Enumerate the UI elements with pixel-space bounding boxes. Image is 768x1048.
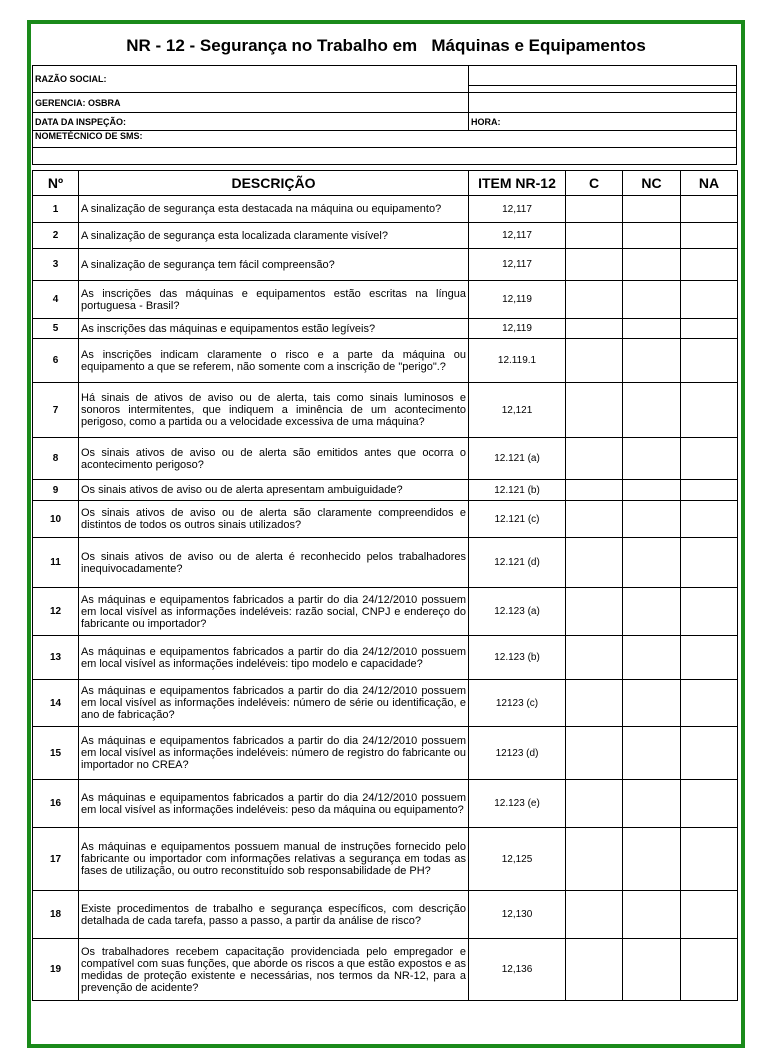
cell-c[interactable] xyxy=(566,680,623,727)
table-row xyxy=(33,249,738,281)
table-row xyxy=(33,480,738,501)
row-item: 12,117 xyxy=(469,223,566,249)
checklist-table xyxy=(32,170,738,1001)
table-row xyxy=(33,939,738,1001)
row-desc: As máquinas e equipamentos fabricados a partir do dia 24/12/2010 possuem em local visível as informações indeléveis: razão social, CNPJ e endereço do fabricante ou importador? xyxy=(79,588,469,636)
cell-c[interactable] xyxy=(566,480,623,501)
table-header xyxy=(33,171,738,196)
row-item: 12,121 xyxy=(469,383,566,438)
header-block-top xyxy=(32,65,737,131)
table-row xyxy=(33,636,738,680)
row-item: 12123 (d) xyxy=(469,727,566,780)
row-desc: As máquinas e equipamentos fabricados a partir do dia 24/12/2010 possuem em local visível as informações indeléveis: peso da máquina ou equipamento? xyxy=(79,780,469,828)
row-desc: As máquinas e equipamentos fabricados a partir do dia 24/12/2010 possuem em local visível as informações indeléveis: número de série ou identificação, e ano de fabricação? xyxy=(79,680,469,727)
row-item: 12.123 (e) xyxy=(469,780,566,828)
row-desc: Os trabalhadores recebem capacitação providenciada pelo empregador e compatível com suas funções, que aborde os riscos a que estão expostos e as medidas de proteção existente e necessárias, nos termos da NR-12, para a prevenção de acidente? xyxy=(79,939,469,1001)
table-row xyxy=(33,501,738,538)
col-header-num: Nº xyxy=(33,171,79,196)
table-row xyxy=(33,891,738,939)
cell-nc[interactable] xyxy=(623,538,681,588)
cell-na[interactable] xyxy=(681,538,738,588)
row-num: 14 xyxy=(33,680,79,727)
row-num: 10 xyxy=(33,501,79,538)
row-num: 7 xyxy=(33,383,79,438)
cell-nc[interactable] xyxy=(623,588,681,636)
row-item: 12,117 xyxy=(469,249,566,281)
razao-social-label: RAZÃO SOCIAL: xyxy=(33,66,469,93)
row-num: 18 xyxy=(33,891,79,939)
row-desc: Existe procedimentos de trabalho e segurança específicos, com descrição detalhada de cada tarefa, passo a passo, a partir da análise de risco? xyxy=(79,891,469,939)
row-item: 12,130 xyxy=(469,891,566,939)
table-row xyxy=(33,538,738,588)
row-desc: As inscrições das máquinas e equipamentos estão escritas na língua portuguesa - Brasil? xyxy=(79,281,469,319)
table-row xyxy=(33,319,738,339)
row-item: 12.121 (c) xyxy=(469,501,566,538)
cell-nc[interactable] xyxy=(623,339,681,383)
cell-nc[interactable] xyxy=(623,727,681,780)
page-title: NR - 12 - Segurança no Trabalho em Máquinas e Equipamentos xyxy=(126,36,646,55)
cell-c[interactable] xyxy=(566,319,623,339)
row-num: 16 xyxy=(33,780,79,828)
cell-c[interactable] xyxy=(566,383,623,438)
row-item: 12.123 (a) xyxy=(469,588,566,636)
cell-c[interactable] xyxy=(566,196,623,223)
cell-c[interactable] xyxy=(566,538,623,588)
gerencia-field[interactable] xyxy=(469,93,737,113)
cell-c[interactable] xyxy=(566,588,623,636)
razao-social-field[interactable] xyxy=(469,66,737,93)
row-num: 3 xyxy=(33,249,79,281)
row-num: 11 xyxy=(33,538,79,588)
table-row xyxy=(33,680,738,727)
cell-nc[interactable] xyxy=(623,383,681,438)
table-row xyxy=(33,383,738,438)
cell-na[interactable] xyxy=(681,480,738,501)
row-item: 12.121 (a) xyxy=(469,438,566,480)
row-num: 8 xyxy=(33,438,79,480)
table-row xyxy=(33,223,738,249)
cell-na[interactable] xyxy=(681,223,738,249)
cell-na[interactable] xyxy=(681,780,738,828)
cell-na[interactable] xyxy=(681,281,738,319)
table-row xyxy=(33,780,738,828)
cell-nc[interactable] xyxy=(623,501,681,538)
table-row xyxy=(33,438,738,480)
cell-na[interactable] xyxy=(681,636,738,680)
cell-c[interactable] xyxy=(566,249,623,281)
row-desc: Há sinais de ativos de aviso ou de alerta, tais como sinais luminosos e sonoros intermitentes, que indiquem a iminência de um acontecimento perigoso, como a partida ou a velocidade excessiva de uma máquina? xyxy=(79,383,469,438)
row-num: 4 xyxy=(33,281,79,319)
cell-nc[interactable] xyxy=(623,828,681,891)
cell-na[interactable] xyxy=(681,319,738,339)
row-item: 12123 (c) xyxy=(469,680,566,727)
row-item: 12,119 xyxy=(469,281,566,319)
row-item: 12,117 xyxy=(469,196,566,223)
row-num: 6 xyxy=(33,339,79,383)
cell-nc[interactable] xyxy=(623,680,681,727)
cell-nc[interactable] xyxy=(623,196,681,223)
row-num: 1 xyxy=(33,196,79,223)
row-desc: Os sinais ativos de aviso ou de alerta é reconhecido pelos trabalhadores inequivocadamente? xyxy=(79,538,469,588)
cell-nc[interactable] xyxy=(623,319,681,339)
row-item: 12.123 (b) xyxy=(469,636,566,680)
row-num: 17 xyxy=(33,828,79,891)
cell-c[interactable] xyxy=(566,223,623,249)
cell-c[interactable] xyxy=(566,501,623,538)
row-desc: As inscrições indicam claramente o risco e a parte da máquina ou equipamento a que se referem, não somente com a inscrição de "perigo".? xyxy=(79,339,469,383)
row-item: 12.121 (d) xyxy=(469,538,566,588)
row-desc: A sinalização de segurança esta destacada na máquina ou equipamento? xyxy=(79,196,469,223)
col-header-c: C xyxy=(566,171,623,196)
row-desc: Os sinais ativos de aviso ou de alerta são emitidos antes que ocorra o acontecimento perigoso? xyxy=(79,438,469,480)
cell-na[interactable] xyxy=(681,828,738,891)
cell-nc[interactable] xyxy=(623,281,681,319)
cell-na[interactable] xyxy=(681,939,738,1001)
cell-c[interactable] xyxy=(566,636,623,680)
col-header-nc: NC xyxy=(623,171,681,196)
cell-c[interactable] xyxy=(566,891,623,939)
row-num: 9 xyxy=(33,480,79,501)
cell-na[interactable] xyxy=(681,438,738,480)
header-block-bottom xyxy=(32,130,737,165)
data-inspecao-label: DATA DA INSPEÇÃO: xyxy=(33,113,469,131)
cell-nc[interactable] xyxy=(623,939,681,1001)
cell-na[interactable] xyxy=(681,891,738,939)
row-item: 12,125 xyxy=(469,828,566,891)
row-desc: As máquinas e equipamentos possuem manual de instruções fornecido pelo fabricante ou importador com informações relativas a segurança em todas as fases de utilização, ou outro reconstituído sob responsabilidade de PH? xyxy=(79,828,469,891)
cell-c[interactable] xyxy=(566,281,623,319)
cell-na[interactable] xyxy=(681,249,738,281)
row-item: 12.119.1 xyxy=(469,339,566,383)
cell-na[interactable] xyxy=(681,196,738,223)
row-num: 12 xyxy=(33,588,79,636)
cell-c[interactable] xyxy=(566,828,623,891)
table-row xyxy=(33,828,738,891)
table-row xyxy=(33,588,738,636)
table-row xyxy=(33,196,738,223)
cell-nc[interactable] xyxy=(623,438,681,480)
cell-c[interactable] xyxy=(566,438,623,480)
cell-c[interactable] xyxy=(566,339,623,383)
cell-nc[interactable] xyxy=(623,223,681,249)
row-desc: A sinalização de segurança esta localizada claramente visível? xyxy=(79,223,469,249)
row-item: 12.121 (b) xyxy=(469,480,566,501)
row-desc: As inscrições das máquinas e equipamentos estão legíveis? xyxy=(79,319,469,339)
table-row xyxy=(33,281,738,319)
row-num: 13 xyxy=(33,636,79,680)
col-header-item: ITEM NR-12 xyxy=(469,171,566,196)
cell-c[interactable] xyxy=(566,727,623,780)
row-desc: As máquinas e equipamentos fabricados a partir do dia 24/12/2010 possuem em local visível as informações indeléveis: tipo modelo e capacidade? xyxy=(79,636,469,680)
nome-tecnico-label: NOMETÉCNICO DE SMS: xyxy=(33,131,737,148)
cell-nc[interactable] xyxy=(623,480,681,501)
cell-na[interactable] xyxy=(681,339,738,383)
cell-na[interactable] xyxy=(681,501,738,538)
cell-na[interactable] xyxy=(681,588,738,636)
cell-c[interactable] xyxy=(566,939,623,1001)
row-num: 5 xyxy=(33,319,79,339)
col-header-na: NA xyxy=(681,171,738,196)
row-item: 12,136 xyxy=(469,939,566,1001)
hora-label: HORA: xyxy=(469,113,737,131)
row-num: 2 xyxy=(33,223,79,249)
row-num: 19 xyxy=(33,939,79,1001)
cell-na[interactable] xyxy=(681,680,738,727)
nome-tecnico-field[interactable] xyxy=(33,148,737,165)
table-row xyxy=(33,339,738,383)
row-item: 12,119 xyxy=(469,319,566,339)
cell-nc[interactable] xyxy=(623,636,681,680)
row-desc: As máquinas e equipamentos fabricados a partir do dia 24/12/2010 possuem em local visível as informações indeléveis: número de registro do fabricante ou importador no CREA? xyxy=(79,727,469,780)
row-desc: Os sinais ativos de aviso ou de alerta são claramente compreendidos e distintos de todos os outros sinais utilizados? xyxy=(79,501,469,538)
cell-nc[interactable] xyxy=(623,891,681,939)
cell-nc[interactable] xyxy=(623,780,681,828)
table-row xyxy=(33,727,738,780)
cell-nc[interactable] xyxy=(623,249,681,281)
cell-c[interactable] xyxy=(566,780,623,828)
row-desc: A sinalização de segurança tem fácil compreensão? xyxy=(79,249,469,281)
gerencia-label: GERENCIA: OSBRA xyxy=(33,93,469,113)
row-desc: Os sinais ativos de aviso ou de alerta apresentam ambuiguidade? xyxy=(79,480,469,501)
cell-na[interactable] xyxy=(681,383,738,438)
cell-na[interactable] xyxy=(681,727,738,780)
col-header-desc: DESCRIÇÃO xyxy=(79,171,469,196)
row-num: 15 xyxy=(33,727,79,780)
